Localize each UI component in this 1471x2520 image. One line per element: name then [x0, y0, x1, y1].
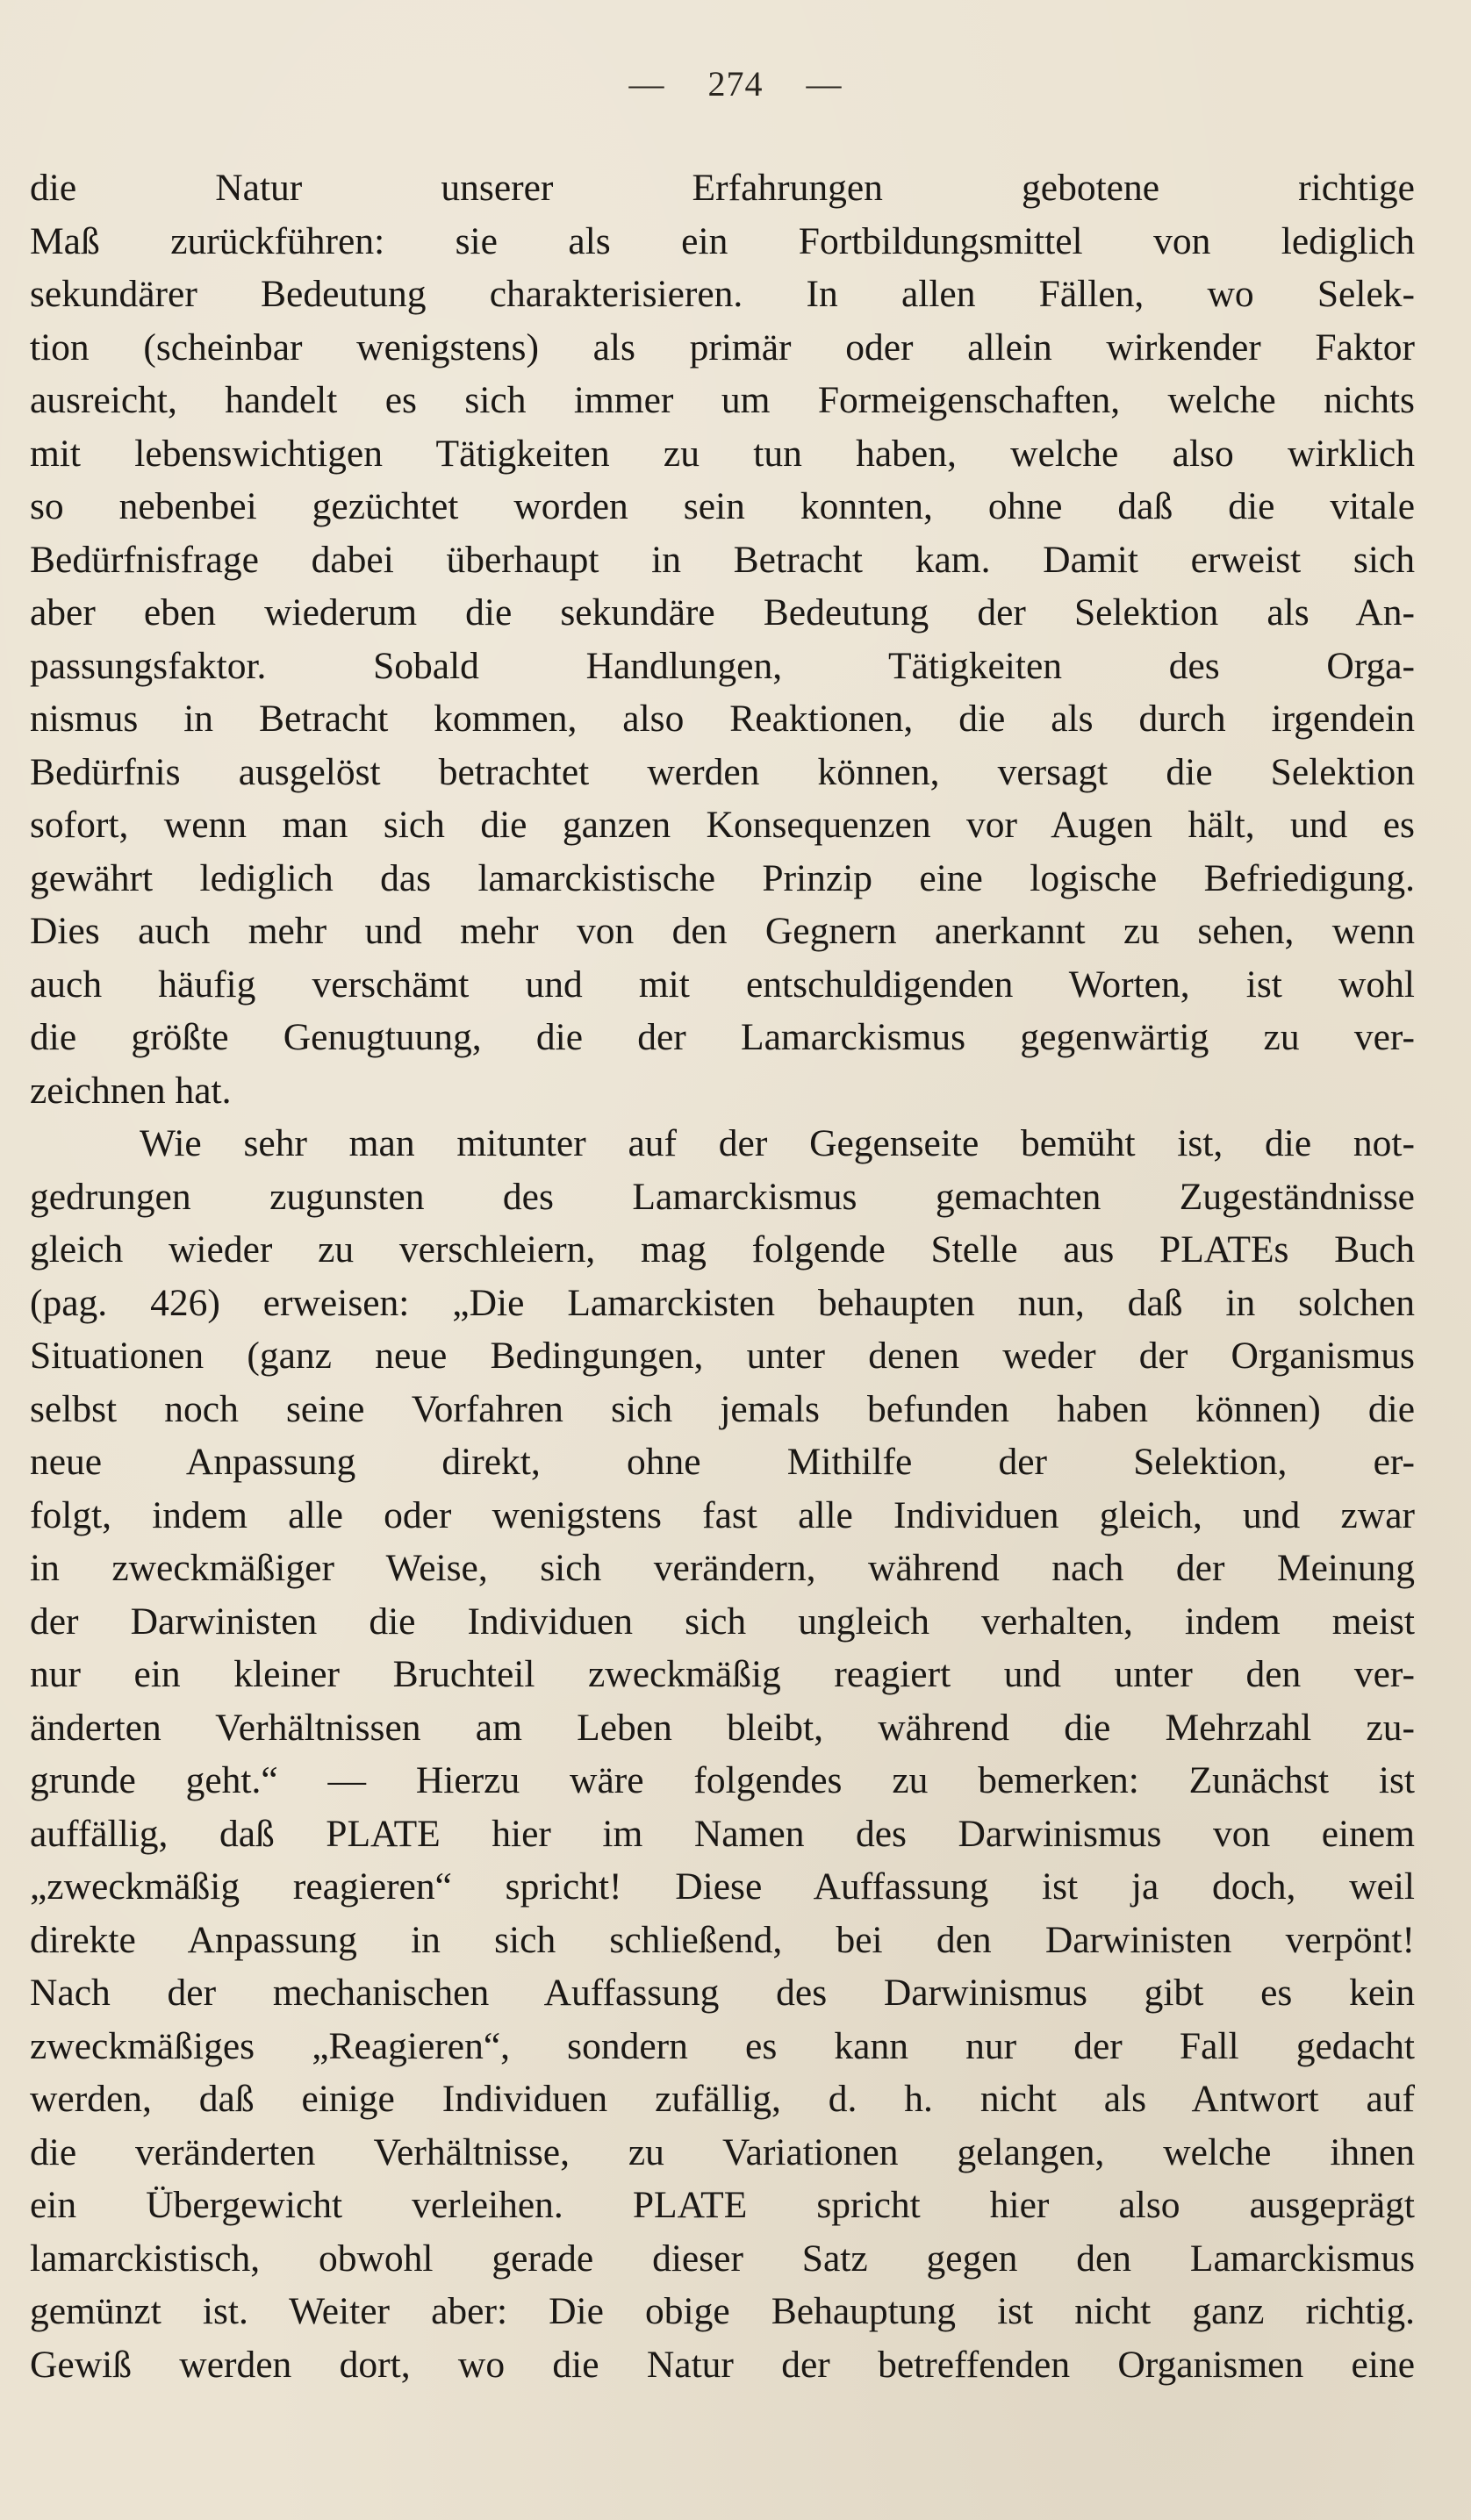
text-line: ein Übergewicht verleihen. PLATE spricht hier also ausgeprägt: [30, 2184, 1415, 2226]
text-line: Situationen (ganz neue Bedingungen, unter denen weder der Organismus: [30, 1335, 1415, 1377]
text-line: gemünzt ist. Weiter aber: Die obige Behauptung ist nicht ganz richtig.: [30, 2290, 1415, 2332]
text-line: direkte Anpassung in sich schließend, bei den Darwinisten verpönt!: [30, 1918, 1415, 1961]
text-line: passungsfaktor. Sobald Handlungen, Tätigkeiten des Orga-: [30, 644, 1415, 687]
text-line: der Darwinisten die Individuen sich ungleich verhalten, indem meist: [30, 1600, 1415, 1643]
text-line: sofort, wenn man sich die ganzen Konsequenzen vor Augen hält, und es: [30, 804, 1415, 846]
text-line: werden, daß einige Individuen zufällig, d. h. nicht als Antwort auf: [30, 2078, 1415, 2120]
header-dash-right: —: [806, 64, 843, 104]
body-text: [30, 161, 1415, 2391]
text-line: folgt, indem alle oder wenigstens fast alle Individuen gleich, und zwar: [30, 1493, 1415, 1536]
paragraph-end-line: zeichnen hat.: [30, 1069, 232, 1112]
text-line: die Natur unserer Erfahrungen gebotene richtige: [30, 167, 1415, 209]
text-line: Nach der mechanischen Auffassung des Darwinismus gibt es kein: [30, 1972, 1415, 2014]
text-line: auch häufig verschämt und mit entschuldigenden Worten, ist wohl: [30, 963, 1415, 1006]
text-line: ausreicht, handelt es sich immer um Formeigenschaften, welche nichts: [30, 379, 1415, 421]
page-number: 274: [707, 64, 764, 104]
text-line: aber eben wiederum die sekundäre Bedeutung der Selektion als An-: [30, 591, 1415, 634]
text-line: „zweckmäßig reagieren“ spricht! Diese Auffassung ist ja doch, weil: [30, 1865, 1415, 1908]
page-number-header: [0, 63, 1471, 104]
text-line: so nebenbei gezüchtet worden sein konnten, ohne daß die vitale: [30, 485, 1415, 527]
text-line: neue Anpassung direkt, ohne Mithilfe der Selektion, er-: [30, 1441, 1415, 1483]
text-line: Maß zurückführen: sie als ein Fortbildungsmittel von lediglich: [30, 219, 1415, 262]
text-line: gewährt lediglich das lamarckistische Prinzip eine logische Befriedigung.: [30, 856, 1415, 899]
text-line: grunde geht.“ — Hierzu wäre folgendes zu bemerken: Zunächst ist: [30, 1759, 1415, 1801]
text-line: gleich wieder zu verschleiern, mag folgende Stelle aus PLATEs Buch: [30, 1228, 1415, 1271]
text-line: gedrungen zugunsten des Lamarckismus gemachten Zugeständnisse: [30, 1175, 1415, 1218]
text-line: änderten Verhältnissen am Leben bleibt, während die Mehrzahl zu-: [30, 1706, 1415, 1749]
text-line: Bedürfnisfrage dabei überhaupt in Betracht kam. Damit erweist sich: [30, 538, 1415, 581]
header-dash-left: —: [628, 64, 665, 104]
text-line: sekundärer Bedeutung charakterisieren. In allen Fällen, wo Selek-: [30, 273, 1415, 315]
text-line: Bedürfnis ausgelöst betrachtet werden können, versagt die Selektion: [30, 750, 1415, 793]
paragraph-start-line: Wie sehr man mitunter auf der Gegenseite bemüht ist, die not-: [140, 1122, 1415, 1164]
text-line: (pag. 426) erweisen: „Die Lamarckisten behaupten nun, daß in solchen: [30, 1281, 1415, 1324]
text-line: tion (scheinbar wenigstens) als primär oder allein wirkender Faktor: [30, 326, 1415, 369]
text-line: die veränderten Verhältnisse, zu Variationen gelangen, welche ihnen: [30, 2130, 1415, 2173]
text-line: selbst noch seine Vorfahren sich jemals befunden haben können) die: [30, 1387, 1415, 1430]
text-line: zweckmäßiges „Reagieren“, sondern es kann nur der Fall gedacht: [30, 2024, 1415, 2067]
text-line: die größte Genugtuung, die der Lamarckismus gegenwärtig zu ver-: [30, 1016, 1415, 1058]
text-line: mit lebenswichtigen Tätigkeiten zu tun haben, welche also wirklich: [30, 432, 1415, 475]
text-line: Dies auch mehr und mehr von den Gegnern anerkannt zu sehen, wenn: [30, 910, 1415, 952]
text-line: lamarckistisch, obwohl gerade dieser Satz gegen den Lamarckismus: [30, 2237, 1415, 2280]
text-line: auffällig, daß PLATE hier im Namen des Darwinismus von einem: [30, 1812, 1415, 1855]
text-line: nismus in Betracht kommen, also Reaktionen, die als durch irgendein: [30, 698, 1415, 740]
text-line: Gewiß werden dort, wo die Natur der betreffenden Organismen eine: [30, 2343, 1415, 2386]
text-line: in zweckmäßiger Weise, sich verändern, während nach der Meinung: [30, 1547, 1415, 1589]
text-line: nur ein kleiner Bruchteil zweckmäßig reagiert und unter den ver-: [30, 1653, 1415, 1695]
